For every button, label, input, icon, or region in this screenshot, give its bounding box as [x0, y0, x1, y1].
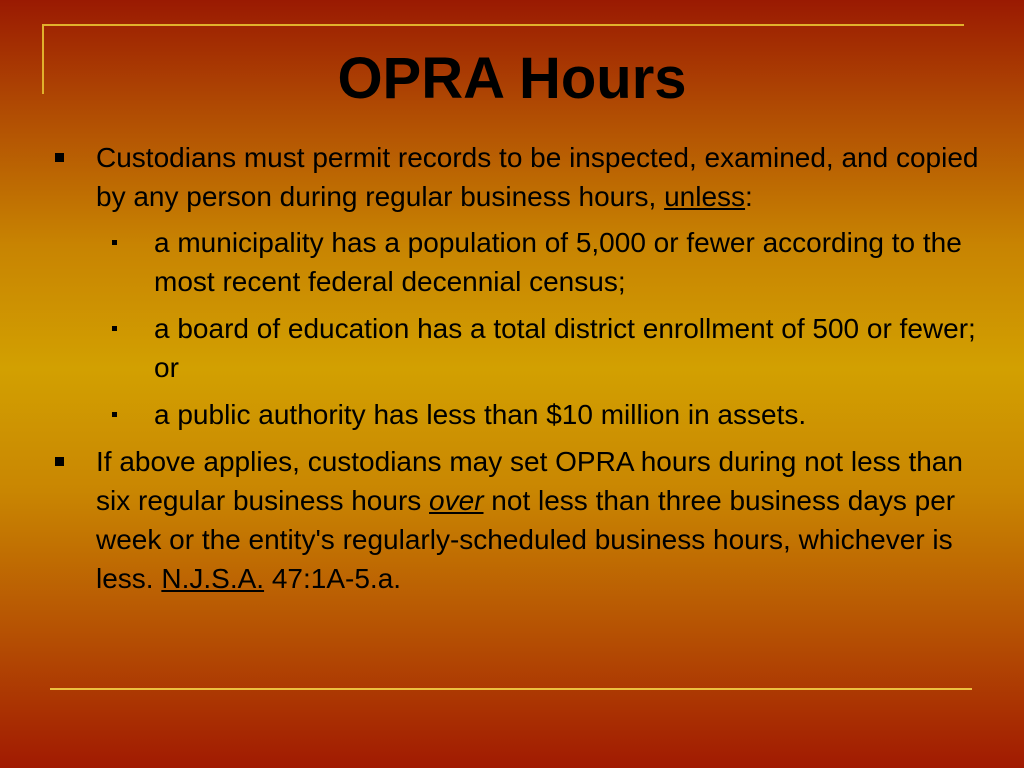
square-bullet-icon — [55, 153, 64, 162]
small-square-bullet-icon — [112, 326, 117, 331]
sub-bullet-municipality — [50, 223, 985, 301]
bullet-if-above-applies — [50, 442, 985, 598]
bullet-text: If above applies, custodians may set OPRA hours during not less than six regular business hours — [96, 446, 963, 516]
slide-body — [50, 138, 985, 604]
frame-line-bottom — [50, 688, 972, 690]
sub-bullet-text: a board of education has a total district enrollment of 500 or fewer; or — [154, 313, 976, 383]
over-emphasis: over — [429, 485, 484, 516]
bullet-text-end: 47:1A-5.a. — [264, 563, 402, 594]
unless-emphasis: unless — [664, 181, 746, 212]
bullet-text: Custodians must permit records to be inspected, examined, and copied by any person during regular business hours, — [96, 142, 979, 212]
sub-bullet-board-of-education — [50, 309, 985, 387]
sub-bullet-public-authority — [50, 395, 985, 434]
slide-title: OPRA Hours — [337, 46, 687, 111]
sub-bullet-text: a municipality has a population of 5,000 or fewer according to the most recent federal decennial census; — [154, 227, 962, 297]
bullet-text-middle: not less than three business days per week or the entity's regularly-scheduled business hours, whichever is less. — [96, 485, 956, 594]
sub-bullet-text: a public authority has less than $10 million in assets. — [154, 399, 807, 430]
bullet-text-end: : — [745, 181, 753, 212]
square-bullet-icon — [55, 457, 64, 466]
frame-line-top — [42, 24, 964, 26]
bullet-custodians-must-permit — [50, 138, 985, 216]
exceptions-list — [50, 223, 985, 434]
small-square-bullet-icon — [112, 240, 117, 245]
small-square-bullet-icon — [112, 412, 117, 417]
njsa-citation: N.J.S.A. — [161, 563, 265, 594]
